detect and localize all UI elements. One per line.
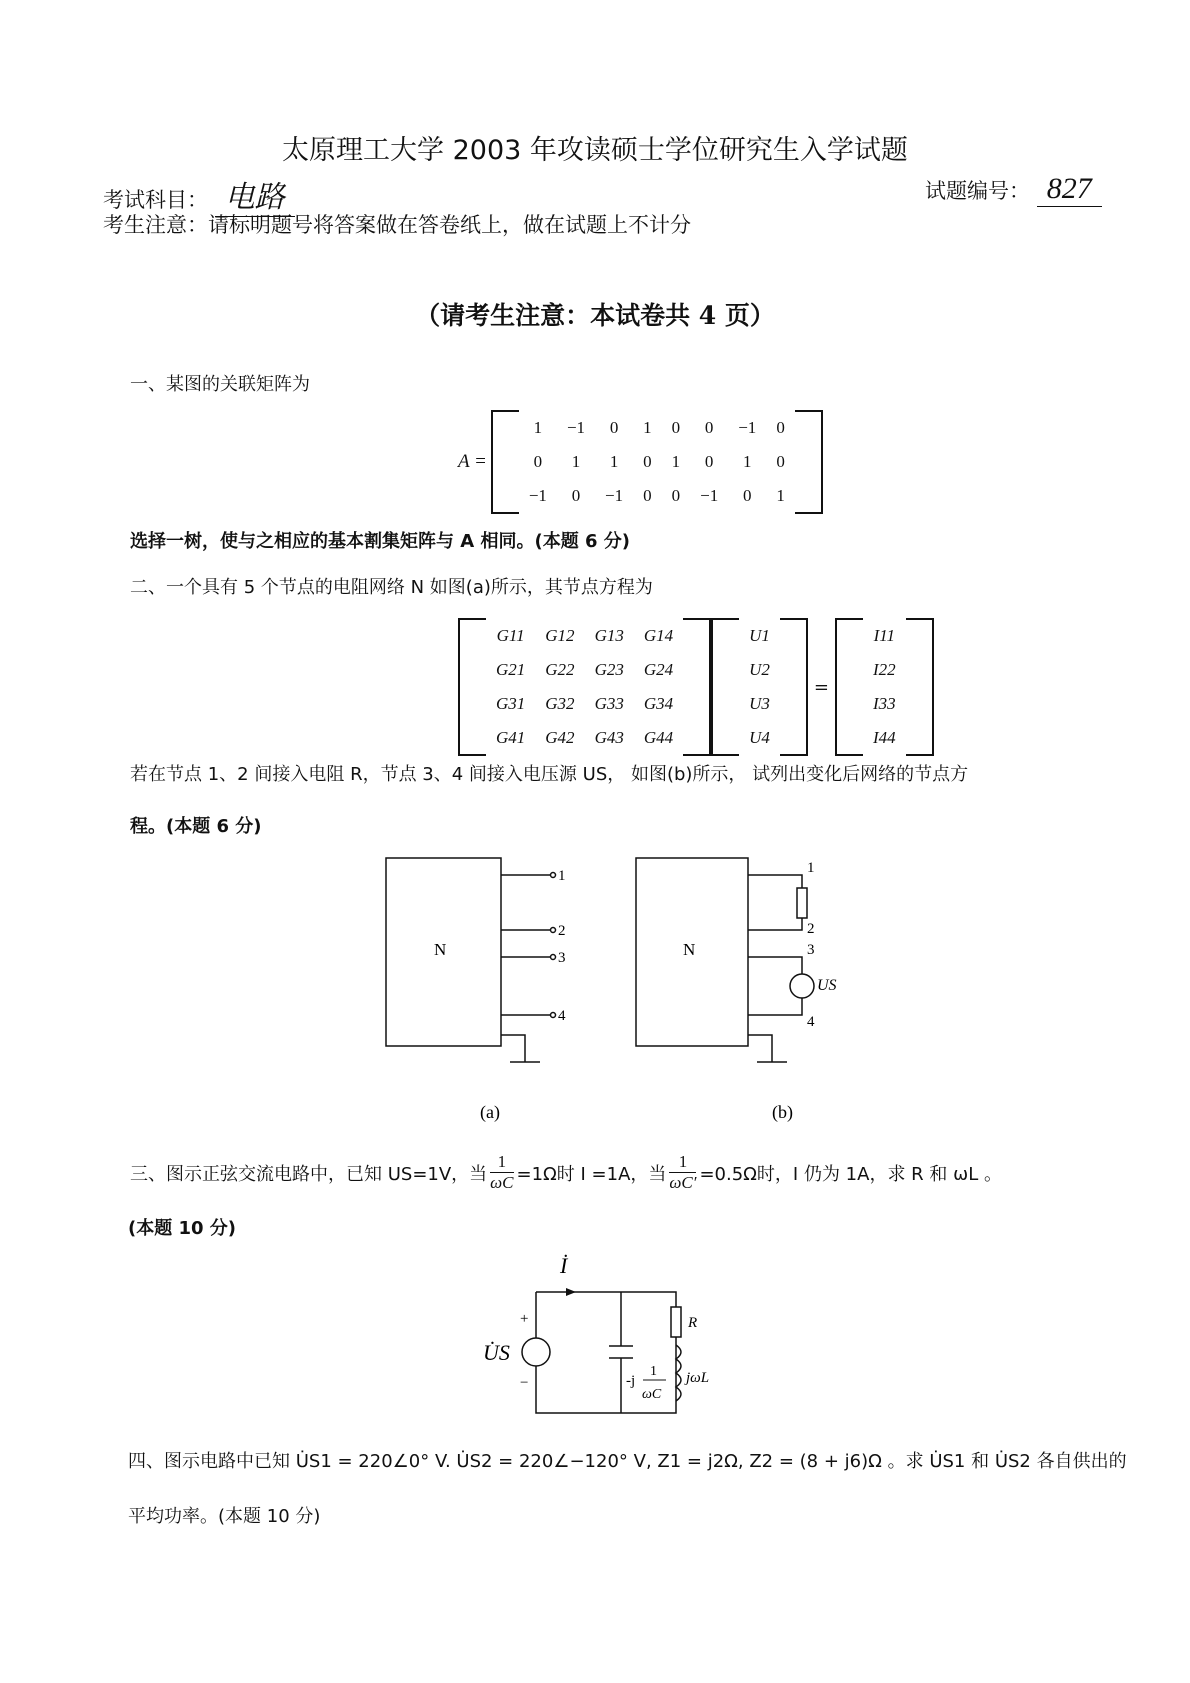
i-vector: I11 I22 I33 I44 (835, 618, 934, 756)
q1-matrix (458, 410, 823, 514)
fig-a-caption: (a) (480, 1102, 500, 1122)
exam-note: 考生注意：请标明题号将答案做在答卷纸上，做在试题上不计分 (103, 213, 691, 237)
fig-a-node-2: 2 (558, 923, 566, 939)
page-count-notice: （请考生注意：本试卷共 4 页） (415, 301, 775, 330)
fig-b-node-4: 4 (807, 1014, 815, 1030)
fig-a-node-3: 3 (558, 950, 566, 966)
minus-sign: − (520, 1375, 529, 1391)
g-matrix: G11 G12 G13 G14 G21 G22 G23 G24 G31 G32 G33 G34 G41 G42 G43 G44 (458, 618, 711, 756)
capacitor-den: ωC (642, 1387, 662, 1402)
q2-intro: 二、一个具有 5 个节点的电阻网络 N 如图(a)所示，其节点方程为 (130, 577, 653, 598)
fig-b-source-label: US (817, 977, 837, 994)
figure-b (636, 858, 814, 1062)
q3-score: (本题 10 分) (128, 1218, 237, 1239)
q4-line2: 平均功率。(本题 10 分) (128, 1506, 321, 1527)
code-handwritten: 827 (1037, 172, 1102, 207)
source-label: U̇S (483, 1340, 510, 1365)
code-row (925, 172, 1102, 207)
fig-b-node-1: 1 (807, 860, 815, 876)
q3-statement: 三、图示正弦交流电路中，已知 US=1V，当 $\frac{1}{\omega C}$ =1Ω时 I =1A，当 $\frac{1}{\omega C'}$ =0.5Ω时，I 仍为 1A，求 R 和 ωL 。 (130, 1152, 1002, 1192)
q2-task-line1: 若在节点 1、2 间接入电阻 R，节点 3、4 间接入电压源 US， 如图(b)所示， 试列出变化后网络的节点方 (130, 764, 969, 785)
current-label: İ (560, 1253, 568, 1278)
fig-b-node-3: 3 (807, 942, 815, 958)
q4-line1: 四、图示电路中已知 U̇S1 = 220∠0° V. U̇S2 = 220∠−120° V, Z1 = j2Ω, Z2 = (8 + j6)Ω 。求 U̇S1 和 U̇S2 各自供出的 (128, 1451, 1127, 1472)
fig-a-node-4: 4 (558, 1008, 566, 1024)
fraction-1-over-wc-prime: $\frac{1}{\omega C'}$ (669, 1152, 697, 1192)
q1-intro: 一、某图的关联矩阵为 (130, 374, 310, 395)
fig-a-node-1: 1 (558, 868, 566, 884)
q1-task: 选择一树，使与之相应的基本割集矩阵与 A 相同。(本题 6 分) (130, 531, 630, 552)
q2-figures (370, 850, 850, 1140)
fig-b-node-2: 2 (807, 921, 815, 937)
plus-sign: + (520, 1311, 529, 1327)
q3-circuit (480, 1245, 740, 1420)
exam-title: 太原理工大学 2003 年攻读硕士学位研究生入学试题 (282, 135, 908, 166)
u-vector: U1 U2 U3 U4 (711, 618, 808, 756)
q2-task-line2: 程。(本题 6 分) (130, 816, 262, 837)
code-label: 试题编号： (925, 179, 1030, 203)
inductor-label: jωL (686, 1370, 710, 1386)
subject-handwritten: 电路 (215, 172, 295, 217)
figure-a (386, 858, 556, 1062)
equals-sign: = (813, 676, 829, 698)
incidence-matrix: 1 −1 0 1 0 0 −1 0 0 1 1 0 1 0 1 0 −1 0 −1 0 0 −1 0 1 (491, 410, 823, 514)
fig-b-caption: (b) (772, 1102, 793, 1122)
fig-a-box-label: N (434, 940, 447, 959)
capacitor-num: 1 (650, 1364, 657, 1379)
matrix-label: A = (458, 451, 487, 472)
q2-node-equation (458, 618, 934, 756)
capacitor-label: -j (626, 1373, 636, 1389)
fraction-1-over-wc: $\frac{1}{\omega C}$ (490, 1152, 514, 1192)
fig-b-box-label: N (683, 940, 696, 959)
subject-label: 考试科目： (103, 188, 208, 212)
resistor-label: R (688, 1315, 698, 1331)
